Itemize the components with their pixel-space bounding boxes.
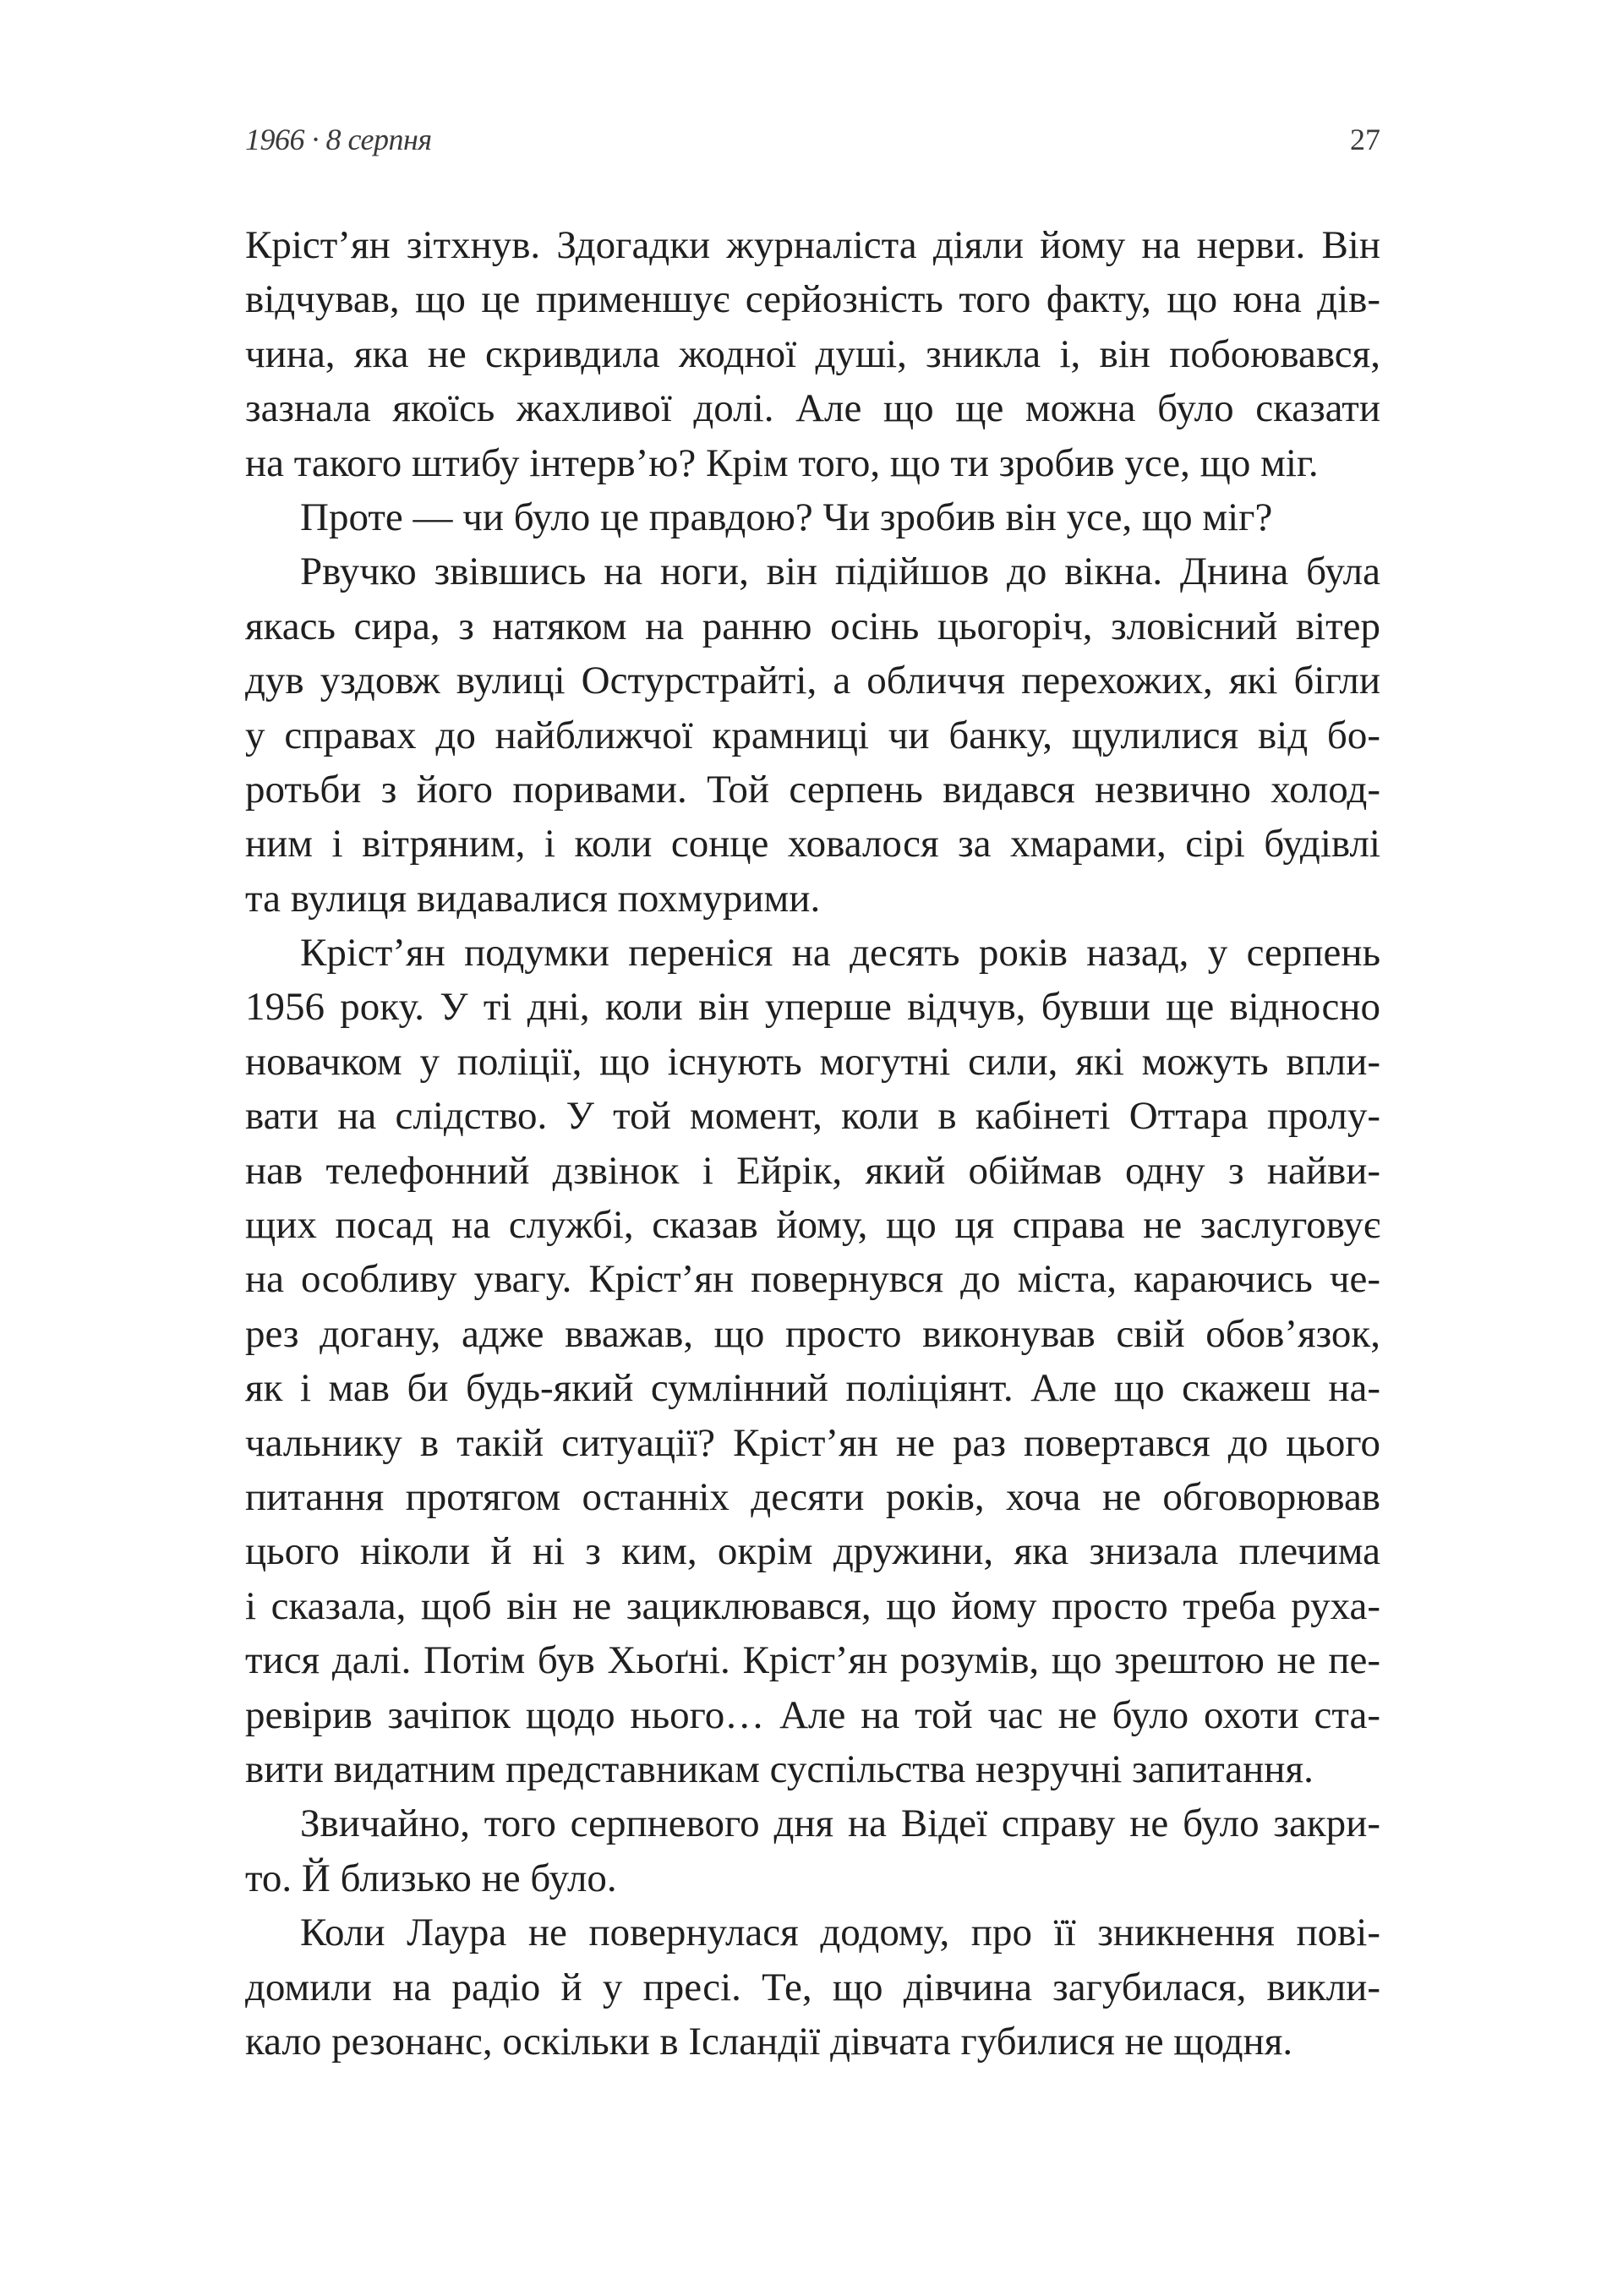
text-line: Рвучко звівшись на ноги, він підійшов до вікна. Днина була: [300, 549, 1380, 594]
text-line: Коли Лаура не повернулася додому, про її зникнення пові-: [300, 1911, 1380, 1955]
text-line: тися далі. Потім був Хьоґні. Крістʼян розумів, що зрештою не пе-: [245, 1638, 1380, 1683]
text-line: нав телефонний дзвінок і Ейрік, який обіймав одну з найви-: [245, 1148, 1380, 1193]
text-line: то. Й близько не було.: [245, 1856, 617, 1900]
text-line: як і мав би будь-який сумлінний поліціянт. Але що скажеш на-: [245, 1366, 1380, 1411]
text-line: рез догану, адже вважав, що просто виконував свій обовʼязок,: [245, 1311, 1380, 1356]
text-line: новачком у поліції, що існують могутні сили, які можуть впли-: [245, 1039, 1380, 1084]
text-line: відчував, що це применшує серйозність того факту, що юна дів-: [245, 277, 1380, 322]
text-line: 1956 року. У ті дні, коли він уперше відчув, бувши ще відносно: [245, 985, 1380, 1030]
text-line: якась сира, з натяком на ранню осінь цьогоріч, зловісний вітер: [245, 604, 1380, 648]
text-line: домили на радіо й у пресі. Те, що дівчина загубилася, викли-: [245, 1965, 1380, 2009]
text-line: на особливу увагу. Крістʼян повернувся до міста, караючись че-: [245, 1257, 1380, 1302]
text-line: чина, яка не скривдила жодної душі, зникла і, він побоювався,: [245, 331, 1380, 376]
paragraph: [245, 218, 1380, 490]
text-line: чальнику в такій ситуації? Крістʼян не раз повертався до цього: [245, 1420, 1380, 1465]
text-line: ротьби з його поривами. Той серпень видався незвично холод-: [245, 767, 1380, 812]
text-line: питання протягом останніх десяти років, хоча не обговорював: [245, 1474, 1380, 1519]
paragraph: [245, 926, 1380, 1796]
text-line: Проте — чи було це правдою? Чи зробив він усе, що міг?: [300, 495, 1273, 539]
text-line: та вулиця видавалися похмурими.: [245, 876, 821, 921]
text-line: на такого штибу інтервʼю? Крім того, що ти зробив усе, що міг.: [245, 440, 1319, 485]
running-header: [245, 118, 1380, 169]
paragraph: [245, 490, 1380, 544]
paragraph: [245, 544, 1380, 926]
text-line: Звичайно, того серпневого дня на Відеї справу не було закри-: [300, 1801, 1380, 1846]
text-line: зазнала якоїсь жахливої долі. Але що ще можна було сказати: [245, 386, 1380, 431]
running-title: 1966 · 8 серпня: [245, 123, 432, 156]
text-line: вити видатним представникам суспільства незручні запитання.: [245, 1747, 1314, 1791]
text-line: щих посад на службі, сказав йому, що ця справа не заслуговує: [245, 1203, 1380, 1248]
text-line: ним і вітряним, і коли сонце ховалося за хмарами, сірі будівлі: [245, 822, 1380, 866]
text-line: Крістʼян зітхнув. Здогадки журналіста діяли йому на нерви. Він: [245, 223, 1380, 267]
paragraph: [245, 1796, 1380, 1905]
text-line: дув уздовж вулиці Остурстрайті, а обличчя перехожих, які бігли: [245, 659, 1380, 703]
text-line: вати на слідство. У той момент, коли в кабінеті Оттара пролу-: [245, 1094, 1380, 1139]
body-text: [245, 218, 1380, 2069]
text-line: кало резонанс, оскільки в Ісландії дівчата губилися не щодня.: [245, 2019, 1293, 2064]
text-line: Крістʼян подумки переніся на десять років назад, у серпень: [300, 931, 1380, 976]
text-line: у справах до найближчої крамниці чи банку, щулилися від бо-: [245, 713, 1380, 757]
paragraph: [245, 1905, 1380, 2069]
text-line: цього ніколи й ні з ким, окрім дружини, яка знизала плечима: [245, 1529, 1380, 1574]
page-number: 27: [1350, 123, 1380, 156]
text-line: ревірив зачіпок щодо нього… Але на той час не було охоти ста-: [245, 1692, 1380, 1737]
text-line: і сказала, щоб він не зациклювався, що йому просто треба руха-: [245, 1583, 1380, 1628]
